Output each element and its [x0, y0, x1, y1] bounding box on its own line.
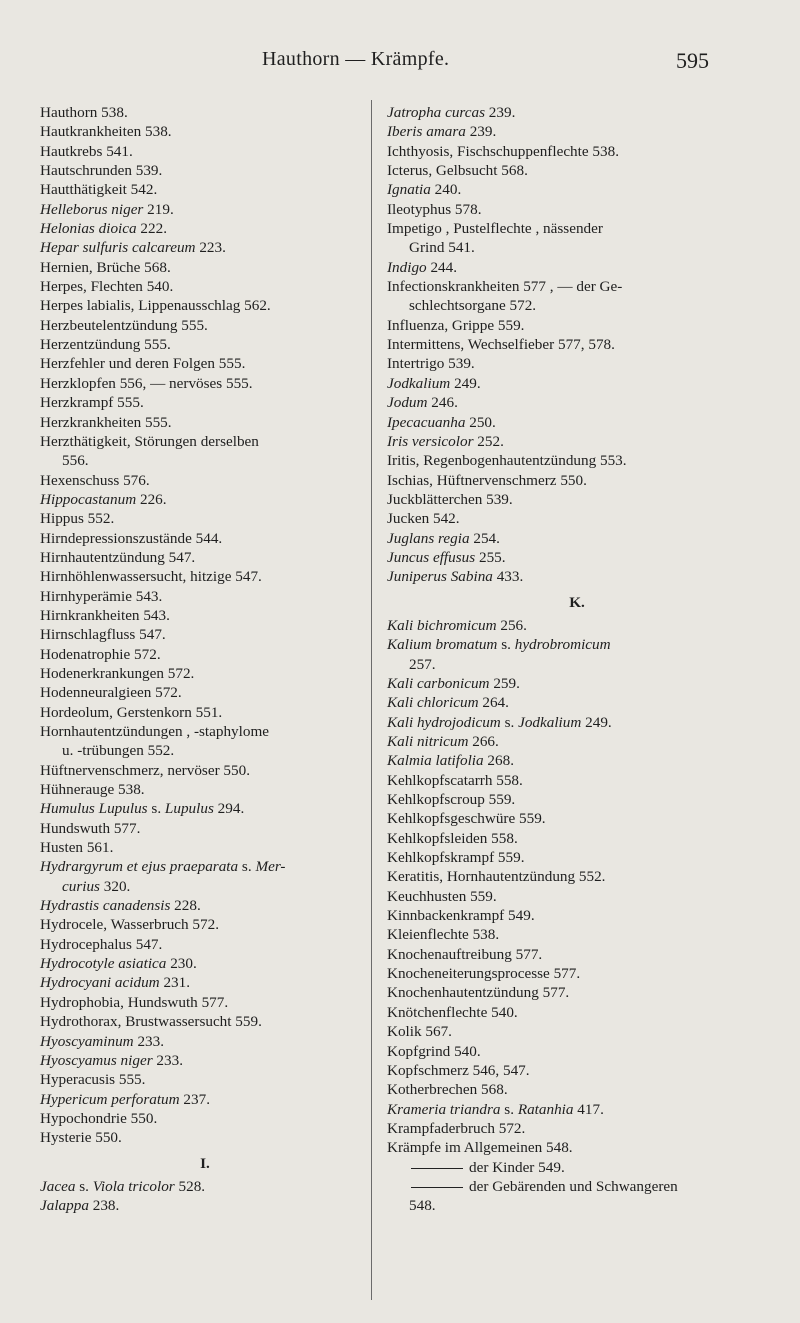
- entry-text: s.: [500, 713, 519, 731]
- index-entry: [387, 1138, 767, 1157]
- entry-text: Hirnhöhlenwassersucht, hitzige 547.: [40, 568, 262, 586]
- index-entry: [40, 993, 370, 1012]
- entry-term: Kali nitricum: [387, 733, 469, 750]
- index-entry: [387, 1042, 767, 1061]
- entry-text: s.: [238, 858, 256, 876]
- page-number: 595: [676, 48, 709, 73]
- entry-text: Herzentzündung 555.: [40, 336, 171, 354]
- entry-term: Juglans regia: [387, 529, 470, 547]
- index-entry: [387, 829, 767, 848]
- entry-term: Juniperus Sabina: [387, 568, 493, 586]
- entry-text: s.: [147, 800, 165, 818]
- index-entry: [387, 1119, 767, 1138]
- index-entry: [387, 1100, 767, 1119]
- entry-text: 250.: [465, 413, 496, 431]
- index-column-left: [40, 103, 370, 1216]
- entry-ref: Viola tricolor: [92, 1177, 175, 1195]
- entry-text: Knötchenflechte 540.: [387, 1003, 518, 1021]
- index-entry: [387, 490, 767, 509]
- index-entry: [40, 200, 370, 219]
- entry-text: s.: [500, 1100, 518, 1118]
- entry-text: Kleienflechte 538.: [387, 926, 500, 944]
- entry-page: 249.: [581, 713, 612, 731]
- entry-text: Hydrocephalus 547.: [40, 935, 163, 953]
- entry-text: Hodenneuralgieen 572.: [40, 684, 182, 702]
- index-entry: [40, 1012, 370, 1031]
- entry-text: 239.: [485, 104, 516, 121]
- index-entry: [387, 548, 767, 567]
- entry-text: Kehlkopfscatarrh 558.: [387, 771, 523, 789]
- entry-text: Ichthyosis, Fischschuppenflechte 538.: [387, 142, 619, 160]
- index-entry: [387, 529, 767, 548]
- index-entry: [387, 1158, 767, 1177]
- index-entry: [387, 354, 767, 373]
- index-entry: [387, 945, 767, 964]
- entry-ref: Mer-: [255, 858, 286, 876]
- entry-ref: Ratanhia: [517, 1100, 574, 1118]
- entry-text: 240.: [430, 181, 462, 199]
- entry-continuation-text: schlechtsorgane 572.: [409, 297, 537, 315]
- index-entry: [40, 838, 370, 857]
- entry-text: Keuchhusten 559.: [387, 887, 497, 905]
- entry-text: Kinnbackenkrampf 549.: [387, 907, 535, 925]
- entry-term: Hydrargyrum et ejus praeparata: [40, 858, 239, 876]
- index-entry: [40, 103, 370, 122]
- index-entry: [40, 954, 370, 973]
- entry-text: 231.: [159, 974, 191, 992]
- entry-term: Hippocastanum: [40, 490, 137, 508]
- entry-continuation-term: curius: [62, 877, 100, 895]
- index-entry: [387, 509, 767, 528]
- index-entry: [40, 238, 370, 257]
- entry-text: 264.: [478, 694, 509, 712]
- entry-term: Kalmia latifolia: [387, 752, 484, 770]
- entry-continuation-text: 556.: [62, 452, 89, 470]
- entry-term: Hyoscyamus niger: [40, 1051, 153, 1069]
- entry-text: Hautkrankheiten 538.: [40, 123, 172, 141]
- entry-text: 239.: [465, 123, 497, 141]
- entry-text: 433.: [492, 568, 524, 586]
- entry-text: Hundswuth 577.: [40, 819, 141, 837]
- index-entry: [387, 713, 767, 732]
- index-entry: [387, 161, 767, 180]
- entry-text: der Kinder 549.: [469, 1158, 565, 1176]
- entry-text: Kehlkopfskrampf 559.: [387, 849, 525, 867]
- entry-text: Herzbeutelentzündung 555.: [40, 316, 208, 334]
- entry-text: 219.: [143, 200, 174, 218]
- entry-text: Hirndepressionszustände 544.: [40, 529, 223, 547]
- entry-text: Jucken 542.: [387, 510, 460, 528]
- entry-text: Kehlkopfsleiden 558.: [387, 829, 518, 847]
- entry-text: Hirnhautentzündung 547.: [40, 548, 196, 566]
- entry-text: 256.: [496, 616, 527, 634]
- entry-text: Hirnschlagfluss 547.: [40, 626, 166, 644]
- entry-term: Kali carbonicum: [387, 674, 490, 692]
- entry-continuation-text: 257.: [409, 655, 436, 673]
- entry-text: 237.: [179, 1090, 210, 1108]
- index-entry: [40, 471, 370, 490]
- index-entry: [40, 393, 370, 412]
- index-entry: [40, 935, 370, 954]
- entry-text: Hodenatrophie 572.: [40, 645, 161, 663]
- index-entry: [40, 1070, 370, 1089]
- entry-ref: hydrobromicum: [514, 636, 611, 654]
- index-entry: [387, 316, 767, 335]
- entry-text: Knocheneiterungsprocesse 577.: [387, 965, 581, 983]
- entry-continuation-text: u. -trübungen 552.: [62, 742, 175, 760]
- index-entry: [387, 771, 767, 790]
- index-entry: [387, 277, 767, 316]
- index-entry: [40, 548, 370, 567]
- entry-continuation: [387, 296, 767, 315]
- entry-text: Hauthorn 538.: [40, 104, 128, 121]
- entry-page: 528.: [174, 1177, 206, 1195]
- entry-term: Kalium bromatum: [387, 636, 498, 654]
- index-entry: [387, 1022, 767, 1041]
- entry-text: Herzkrampf 555.: [40, 394, 144, 412]
- entry-text: Hautschrunden 539.: [40, 162, 163, 180]
- entry-term: Jatropha curcas: [387, 104, 485, 121]
- entry-text: Influenza, Grippe 559.: [387, 316, 525, 334]
- entry-text: Herzklopfen 556, — nervöses 555.: [40, 374, 253, 392]
- index-entry: [40, 915, 370, 934]
- entry-term: Jodkalium: [387, 374, 451, 392]
- index-entry: [40, 780, 370, 799]
- entry-text: Hüftnervenschmerz, nervöser 550.: [40, 761, 251, 779]
- index-entry: [40, 1128, 370, 1147]
- index-entry: [387, 983, 767, 1002]
- index-entry: [40, 703, 370, 722]
- index-entry: [387, 122, 767, 141]
- entry-text: Kehlkopfscroup 559.: [387, 791, 516, 809]
- index-entry: [40, 683, 370, 702]
- entry-text: s.: [497, 636, 515, 654]
- index-entry: [387, 413, 767, 432]
- index-entry: [40, 490, 370, 509]
- index-entry: [387, 1003, 767, 1022]
- index-entry: [40, 529, 370, 548]
- index-entry: [40, 587, 370, 606]
- index-entry: [387, 471, 767, 490]
- index-entry: [387, 393, 767, 412]
- entry-text: Intertrigo 539.: [387, 355, 475, 373]
- index-entry: [387, 567, 767, 586]
- index-entry: [40, 722, 370, 761]
- entry-text: Kopfschmerz 546, 547.: [387, 1061, 530, 1079]
- entry-text: Keratitis, Hornhautentzündung 552.: [387, 868, 606, 886]
- entry-text: 233.: [152, 1051, 183, 1069]
- entry-text: 223.: [195, 239, 226, 257]
- entry-text: 222.: [136, 220, 167, 238]
- entry-term: Hypericum perforatum: [40, 1090, 180, 1108]
- index-entry: [387, 258, 767, 277]
- index-entry: [40, 645, 370, 664]
- entry-text: Herpes, Flechten 540.: [40, 278, 174, 296]
- entry-text: Intermittens, Wechselfieber 577, 578.: [387, 336, 615, 354]
- entry-term: Ignatia: [387, 181, 431, 199]
- index-entry: [387, 732, 767, 751]
- entry-text: 226.: [136, 490, 167, 508]
- entry-text: Herzfehler und deren Folgen 555.: [40, 355, 246, 373]
- entry-text: Herzkrankheiten 555.: [40, 413, 172, 431]
- entry-page: 417.: [573, 1100, 604, 1118]
- index-entry: [387, 374, 767, 393]
- entry-text: Iritis, Regenbogenhautentzündung 553.: [387, 452, 627, 470]
- index-entry: [387, 809, 767, 828]
- index-entry: [387, 335, 767, 354]
- entry-text: Kopfgrind 540.: [387, 1042, 481, 1060]
- index-entry: [40, 509, 370, 528]
- entry-text: Hautkrebs 541.: [40, 142, 133, 160]
- entry-text: Ischias, Hüftnervenschmerz 550.: [387, 471, 587, 489]
- entry-text: s.: [75, 1177, 93, 1195]
- entry-term: Hyoscyaminum: [40, 1032, 134, 1050]
- entry-term: Humulus Lupulus: [40, 800, 148, 818]
- index-entry: [387, 142, 767, 161]
- index-column-right: [387, 103, 767, 1216]
- entry-ref: Lupulus: [164, 800, 214, 818]
- entry-text: Hexenschuss 576.: [40, 471, 150, 489]
- entry-text: Krämpfe im Allgemeinen 548.: [387, 1139, 573, 1157]
- index-entry: [387, 200, 767, 219]
- entry-text: Hydrophobia, Hundswuth 577.: [40, 993, 229, 1011]
- index-entry: [40, 296, 370, 315]
- entry-text: Infectionskrankheiten 577 , — der Ge-: [387, 278, 623, 296]
- index-entry: [387, 887, 767, 906]
- section-letter: K.: [569, 593, 585, 611]
- entry-text: Krampfaderbruch 572.: [387, 1119, 526, 1137]
- entry-term: Jodum: [387, 394, 428, 412]
- entry-text: 233.: [133, 1032, 165, 1050]
- entry-term: Helleborus niger: [40, 200, 144, 218]
- entry-continuation-text: Grind 541.: [409, 239, 475, 257]
- index-entry: [387, 867, 767, 886]
- entry-text: Hyperacusis 555.: [40, 1071, 146, 1089]
- index-entry: [40, 761, 370, 780]
- entry-term: Iris versicolor: [387, 432, 474, 450]
- entry-text: Hodenerkrankungen 572.: [40, 664, 195, 682]
- entry-term: Ipecacuanha: [387, 413, 466, 431]
- entry-continuation: [387, 238, 767, 257]
- entry-text: Kehlkopfsgeschwüre 559.: [387, 810, 546, 828]
- entry-text: 230.: [166, 955, 197, 973]
- entry-term: Jacea: [40, 1177, 76, 1195]
- index-entry: [387, 925, 767, 944]
- index-entry: [40, 277, 370, 296]
- index-entry: [387, 693, 767, 712]
- index-entry: [387, 180, 767, 199]
- entry-term: Kali chloricum: [387, 694, 479, 712]
- entry-continuation: [40, 451, 370, 470]
- index-entry: [40, 896, 370, 915]
- entry-text: 238.: [88, 1197, 120, 1215]
- entry-text: Hydrothorax, Brustwassersucht 559.: [40, 1013, 262, 1031]
- entry-text: 246.: [427, 394, 458, 412]
- entry-text: Knochenauftreibung 577.: [387, 945, 543, 963]
- index-entry: [387, 451, 767, 470]
- index-entry: [387, 674, 767, 693]
- index-entry: [40, 1090, 370, 1109]
- entry-text: Hysterie 550.: [40, 1129, 122, 1147]
- index-entry: [40, 161, 370, 180]
- entry-text: 249.: [450, 374, 481, 392]
- index-entry: [387, 1177, 767, 1216]
- index-entry: [40, 1032, 370, 1051]
- index-entry: [40, 180, 370, 199]
- entry-continuation-text: 320.: [99, 877, 131, 895]
- index-entry: [40, 567, 370, 586]
- entry-continuation: [387, 655, 767, 674]
- index-entry: [40, 664, 370, 683]
- entry-term: Hydrocyani acidum: [40, 974, 160, 992]
- entry-term: Krameria triandra: [387, 1100, 501, 1118]
- index-entry: [40, 606, 370, 625]
- entry-text: Juckblätterchen 539.: [387, 490, 513, 508]
- entry-ref: Jodkalium: [518, 713, 582, 731]
- entry-text: Icterus, Gelbsucht 568.: [387, 162, 528, 180]
- entry-text: Herpes labialis, Lippenausschlag 562.: [40, 297, 271, 315]
- repeat-dash: [411, 1187, 463, 1188]
- index-entry: [387, 751, 767, 770]
- entry-term: Kali bichromicum: [387, 616, 497, 634]
- entry-text: Hornhautentzündungen , -staphylome: [40, 723, 270, 740]
- entry-text: 254.: [469, 529, 500, 547]
- index-entry: [40, 819, 370, 838]
- index-entry: [387, 103, 767, 122]
- entry-term: Kali hydrojodicum: [387, 713, 501, 731]
- entry-term: Iberis amara: [387, 123, 466, 141]
- entry-page: 294.: [213, 800, 245, 818]
- page-header: [0, 48, 800, 78]
- index-entry: [40, 799, 370, 818]
- entry-term: Helonias dioica: [40, 220, 137, 238]
- index-entry: [387, 964, 767, 983]
- entry-continuation: [40, 877, 370, 896]
- index-entry: [40, 1177, 370, 1196]
- section-letter: I.: [200, 1154, 210, 1172]
- index-entry: [40, 413, 370, 432]
- entry-text: Husten 561.: [40, 839, 114, 857]
- index-entry: [40, 374, 370, 393]
- entry-term: Hydrocotyle asiatica: [40, 955, 167, 973]
- index-entry: [40, 316, 370, 335]
- entry-continuation-text: 548.: [409, 1197, 436, 1215]
- entry-text: Kolik 567.: [387, 1023, 452, 1041]
- entry-text: Hypochondrie 550.: [40, 1109, 158, 1127]
- index-entry: [40, 857, 370, 896]
- index-entry: [40, 1109, 370, 1128]
- index-entry: [387, 616, 767, 635]
- index-entry: [40, 335, 370, 354]
- entry-term: Jalappa: [40, 1197, 89, 1215]
- entry-text: Hirnhyperämie 543.: [40, 587, 163, 605]
- index-entry: [40, 1196, 370, 1215]
- entry-text: Hernien, Brüche 568.: [40, 258, 171, 276]
- entry-text: 228.: [170, 897, 201, 915]
- entry-term: Hepar sulfuris calcareum: [40, 239, 196, 257]
- entry-text: 255.: [475, 548, 506, 566]
- entry-text: Hirnkrankheiten 543.: [40, 606, 170, 624]
- index-entry: [387, 848, 767, 867]
- entry-term: Indigo: [387, 258, 427, 276]
- index-entry: [40, 1051, 370, 1070]
- entry-text: 259.: [489, 674, 520, 692]
- entry-text: Hordeolum, Gerstenkorn 551.: [40, 703, 223, 721]
- index-entry: [387, 1061, 767, 1080]
- column-divider: [371, 100, 372, 1300]
- entry-continuation: [387, 1196, 767, 1215]
- index-entry: [387, 790, 767, 809]
- index-entry: [40, 142, 370, 161]
- entry-text: Hühnerauge 538.: [40, 781, 145, 799]
- index-entry: [40, 219, 370, 238]
- entry-text: der Gebärenden und Schwangeren: [469, 1177, 678, 1195]
- index-entry: [387, 219, 767, 258]
- index-entry: [387, 906, 767, 925]
- entry-continuation: [40, 741, 370, 760]
- index-entry: [40, 625, 370, 644]
- entry-term: Hydrastis canadensis: [40, 897, 171, 915]
- entry-text: 266.: [468, 733, 499, 750]
- index-entry: [387, 1080, 767, 1099]
- index-entry: [40, 973, 370, 992]
- entry-text: 268.: [483, 752, 514, 770]
- entry-text: 252.: [473, 432, 504, 450]
- entry-text: Hydrocele, Wasserbruch 572.: [40, 916, 220, 934]
- entry-term: Juncus effusus: [387, 548, 476, 566]
- entry-text: 244.: [426, 258, 458, 276]
- entry-text: Kotherbrechen 568.: [387, 1081, 508, 1099]
- entry-text: Hautthätigkeit 542.: [40, 181, 158, 199]
- entry-text: Herzthätigkeit, Störungen derselben: [40, 432, 259, 450]
- entry-text: Hippus 552.: [40, 510, 115, 528]
- entry-text: Ileotyphus 578.: [387, 200, 482, 218]
- index-entry: [40, 354, 370, 373]
- running-title: Hauthorn — Krämpfe.: [262, 48, 450, 70]
- index-entry: [40, 122, 370, 141]
- index-entry: [40, 432, 370, 471]
- index-entry: [40, 258, 370, 277]
- entry-text: Knochenhautentzündung 577.: [387, 984, 570, 1002]
- index-entry: [387, 432, 767, 451]
- index-entry: [387, 635, 767, 674]
- entry-text: Impetigo , Pustelflechte , nässender: [387, 220, 603, 238]
- repeat-dash: [411, 1168, 463, 1169]
